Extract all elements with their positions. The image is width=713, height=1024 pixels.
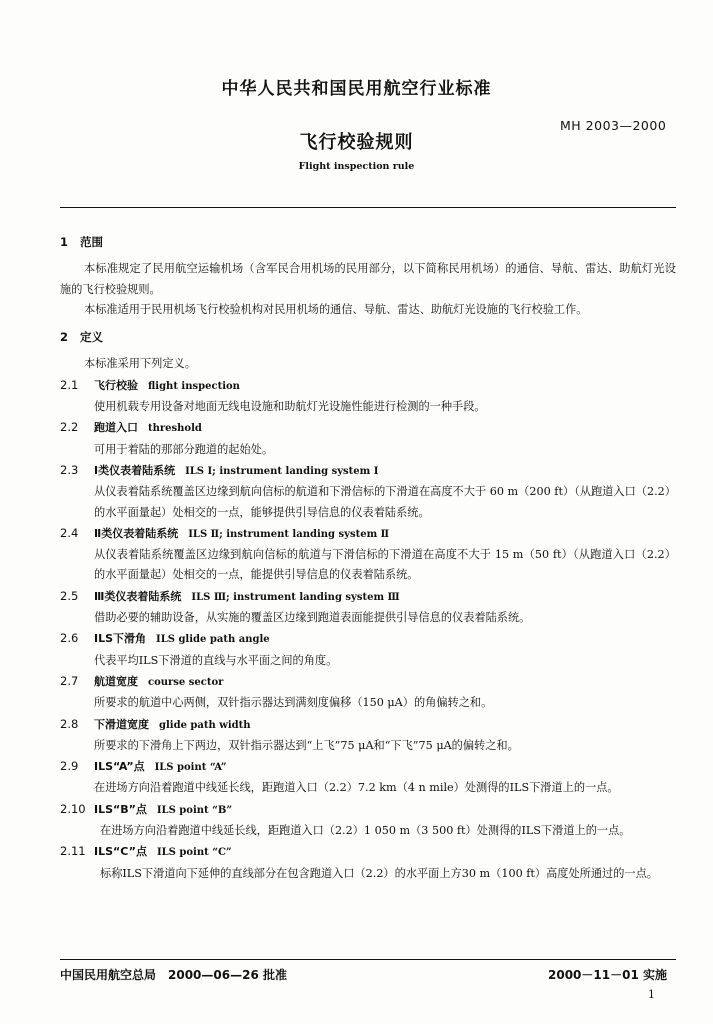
term-chinese: ILS“A”点 [94,760,145,774]
scope-paragraph-1: 本标准规定了民用航空运输机场（含军民合用机场的民用部分，以下简称民用机场）的通信、导航、雷达、助航灯光设施的飞行校验规则。 [60,262,676,296]
term-chinese: Ⅲ类仪表着陆系统 [94,589,182,603]
term-number: 2.5 [60,588,79,603]
footer-divider [60,959,676,960]
term-english: ILS glide path angle [156,634,270,646]
term-english: flight inspection [148,380,240,392]
term-number: 2.3 [60,462,79,477]
definition-2-11 [60,841,676,884]
term-definition: 代表平均ILS下滑道的直线与水平面之间的角度。 [94,653,338,667]
term-definition: 使用机载专用设备对地面无线电设施和助航灯光设施性能进行检测的一种手段。 [94,400,486,414]
term-chinese: 跑道入口 [94,421,138,435]
page-number: 1 [648,988,655,1001]
term-chinese: Ⅱ类仪表着陆系统 [94,526,179,540]
term-english: glide path width [159,719,251,731]
term-number: 2.9 [60,759,79,774]
term-chinese: Ⅰ类仪表着陆系统 [94,463,176,477]
definition-2-3 [60,460,676,523]
term-number: 2.7 [60,673,79,688]
definition-2-6 [60,628,676,671]
term-english: ILS Ⅱ; instrument landing system Ⅱ [188,528,390,540]
document-subtitle-english: Flight inspection rule [298,161,415,172]
definition-2-5 [60,586,676,629]
definition-2-9 [60,756,676,799]
term-chinese: 下滑道宽度 [94,717,149,731]
term-number: 2.10 [60,801,86,816]
section-title: 范围 [80,235,103,249]
term-definition: 标称ILS下滑道向下延伸的直线部分在包含跑道入口（2.2）的水平面上方30 m（100 ft）高度处所通过的一点。 [100,866,658,880]
term-definition: 借助必要的辅助设备，从实施的覆盖区边缘到跑道表面能提供引导信息的仪表着陆系统。 [94,611,531,625]
section-heading-definitions [60,327,676,347]
definition-2-4 [60,523,676,586]
term-chinese: ILS“B”点 [94,802,147,816]
term-definition: 在进场方向沿着跑道中线延长线，距跑道入口（2.2）1 050 m（3 500 ft）处测得的ILS下滑道上的一点。 [100,824,631,838]
header-divider [60,207,676,208]
definitions-intro: 本标准采用下列定义。 [84,357,196,371]
term-number: 2.11 [60,844,86,859]
term-english: ILS point “B” [156,804,233,816]
term-number: 2.8 [60,716,79,731]
term-number: 2.2 [60,420,79,435]
term-definition: 从仪表着陆系统覆盖区边缘到航向信标的航道和下滑信标的下滑道在高度不大于 60 m（200 ft）（从跑道入口（2.2）的水平面量起）处相交的一点，能够提供引导信息的仪表着陆系统。 [94,485,676,519]
definition-2-7 [60,671,676,714]
term-number: 2.6 [60,631,79,646]
standard-category-title: 中华人民共和国民用航空行业标准 [221,79,492,99]
term-definition: 在进场方向沿着跑道中线延长线，距跑道入口（2.2）7.2 km（4 n mile）处测得的ILS下滑道上的一点。 [94,781,619,795]
term-definition: 从仪表着陆系统覆盖区边缘到航向信标的航道与下滑信标的下滑道在高度不大于 15 m（50 ft）（从跑道入口（2.2）的水平面量起）处相交的一点，能提供引导信息的仪表着陆系统。 [94,548,676,582]
term-definition: 可用于着陆的那部分跑道的起始处。 [94,442,274,456]
standard-number: MH 2003—2000 [560,118,667,133]
section-heading-scope [60,232,676,252]
effective-date: 2000－11－01 实施 [548,968,667,982]
definition-2-10 [60,799,676,842]
term-definition: 所要求的下滑角上下两边，双针指示器达到“上飞”75 μA和“下飞”75 μA的偏转之和。 [94,738,519,752]
term-english: ILS Ⅰ; instrument landing system Ⅰ [185,465,379,477]
term-english: course sector [148,676,224,688]
definition-2-1 [60,375,676,418]
term-english: ILS point “A” [154,762,227,774]
section-number: 2 [60,330,69,345]
document-body [60,232,676,884]
term-number: 2.1 [60,377,79,392]
term-chinese: 飞行校验 [94,378,138,392]
term-number: 2.4 [60,525,79,540]
term-english: ILS Ⅲ; instrument landing system Ⅲ [191,591,400,603]
section-number: 1 [60,235,69,249]
definition-2-2 [60,417,676,460]
term-chinese: 航道宽度 [94,674,138,688]
definition-2-8 [60,714,676,757]
scope-paragraph-2: 本标准适用于民用机场飞行校验机构对民用机场的通信、导航、雷达、助航灯光设施的飞行校验工作。 [84,302,588,316]
term-chinese: ILS下滑角 [94,632,147,646]
term-english: threshold [148,423,202,435]
term-chinese: ILS“C”点 [94,845,147,859]
document-title: 飞行校验规则 [299,132,414,153]
approval-info: 中国民用航空总局 2000—06—26 批准 [60,968,287,982]
section-title: 定义 [80,330,103,345]
term-english: ILS point “C” [156,847,232,859]
term-definition: 所要求的航道中心两侧，双针指示器达到满刻度偏移（150 μA）的角偏转之和。 [94,696,493,710]
